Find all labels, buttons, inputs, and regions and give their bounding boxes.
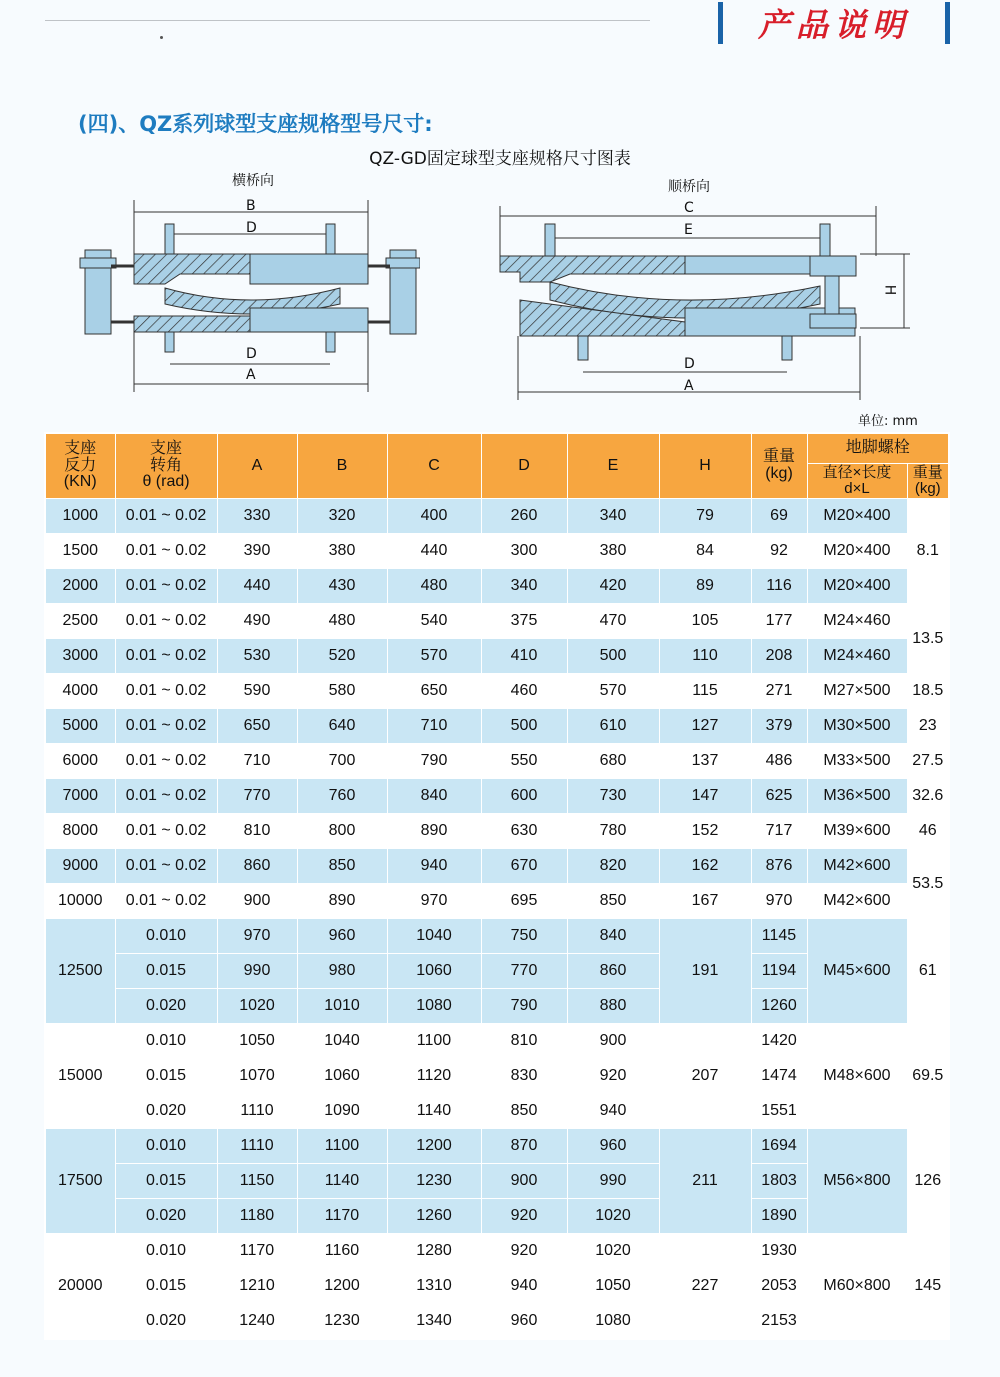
cell-reaction: 10000: [45, 884, 115, 919]
cell-e: 420: [567, 569, 659, 604]
cell-bolt: M27×500: [807, 674, 907, 709]
cell-d: 670: [481, 849, 567, 884]
cell-reaction: 3000: [45, 639, 115, 674]
cell-bolt-weight: 126: [907, 1129, 949, 1234]
cell-h: 127: [659, 709, 751, 744]
cell-reaction: 8000: [45, 814, 115, 849]
cell-d: 600: [481, 779, 567, 814]
cell-e: 820: [567, 849, 659, 884]
cell-rotation: 0.01 ~ 0.02: [115, 569, 217, 604]
cell-c: 440: [387, 534, 481, 569]
cell-rotation: 0.015: [115, 1269, 217, 1304]
cell-bolt: M20×400: [807, 534, 907, 569]
cell-weight: 271: [751, 674, 807, 709]
cell-reaction: 4000: [45, 674, 115, 709]
cell-bolt: M24×460: [807, 639, 907, 674]
cell-bolt: M45×600: [807, 919, 907, 1024]
cell-d: 920: [481, 1199, 567, 1234]
cell-a: 900: [217, 884, 297, 919]
chart-title: QZ-GD固定球型支座规格尺寸图表: [369, 149, 631, 169]
cell-b: 1060: [297, 1059, 387, 1094]
transverse-diagram: [70, 192, 420, 402]
cell-reaction: 17500: [45, 1129, 115, 1234]
cell-d: 260: [481, 499, 567, 534]
cell-a: 970: [217, 919, 297, 954]
cell-reaction: 7000: [45, 779, 115, 814]
table-row: [45, 639, 949, 674]
cell-a: 1240: [217, 1304, 297, 1340]
cell-d: 960: [481, 1304, 567, 1340]
top-rule: [45, 20, 650, 21]
cell-bolt: M42×600: [807, 884, 907, 919]
header-rotation: 支座 转角 θ (rad): [115, 433, 217, 499]
cell-weight: 1890: [751, 1199, 807, 1234]
cell-b: 700: [297, 744, 387, 779]
cell-weight: 717: [751, 814, 807, 849]
cell-rotation: 0.010: [115, 1129, 217, 1164]
cell-h: 79: [659, 499, 751, 534]
diagram-left-label-d-bottom: D: [246, 346, 257, 362]
cell-bolt: M24×460: [807, 604, 907, 639]
cell-h: 227: [659, 1234, 751, 1340]
cell-c: 570: [387, 639, 481, 674]
cell-b: 480: [297, 604, 387, 639]
table-row: [45, 779, 949, 814]
cell-d: 810: [481, 1024, 567, 1059]
cell-e: 990: [567, 1164, 659, 1199]
cell-a: 1210: [217, 1269, 297, 1304]
cell-c: 1140: [387, 1094, 481, 1129]
cell-a: 1110: [217, 1129, 297, 1164]
header-c: C: [387, 433, 481, 499]
cell-e: 1080: [567, 1304, 659, 1340]
cell-h: 105: [659, 604, 751, 639]
cell-bolt-weight: 53.5: [907, 849, 949, 919]
cell-d: 375: [481, 604, 567, 639]
diagram-left-label-a: A: [246, 367, 256, 383]
cell-bolt-weight: 8.1: [907, 499, 949, 604]
cell-bolt-weight: 27.5: [907, 744, 949, 779]
section-title: (四)、QZ系列球型支座规格型号尺寸:: [78, 112, 433, 136]
cell-bolt: M20×400: [807, 569, 907, 604]
cell-b: 890: [297, 884, 387, 919]
cell-a: 810: [217, 814, 297, 849]
table-row: [45, 604, 949, 639]
cell-a: 590: [217, 674, 297, 709]
cell-weight: 1930: [751, 1234, 807, 1269]
cell-c: 1060: [387, 954, 481, 989]
table-row: [45, 709, 949, 744]
cell-reaction: 5000: [45, 709, 115, 744]
cell-weight: 625: [751, 779, 807, 814]
cell-bolt-weight: 46: [907, 814, 949, 849]
cell-d: 500: [481, 709, 567, 744]
cell-e: 780: [567, 814, 659, 849]
product-banner: 产品说明: [718, 2, 950, 44]
cell-weight: 116: [751, 569, 807, 604]
cell-e: 900: [567, 1024, 659, 1059]
header-b: B: [297, 433, 387, 499]
cell-h: 115: [659, 674, 751, 709]
cell-bolt: M60×800: [807, 1234, 907, 1340]
cell-h: 89: [659, 569, 751, 604]
cell-c: 400: [387, 499, 481, 534]
cell-rotation: 0.020: [115, 989, 217, 1024]
cell-a: 1150: [217, 1164, 297, 1199]
cell-c: 1120: [387, 1059, 481, 1094]
diagram-left-label-b: B: [246, 198, 256, 214]
cell-weight: 970: [751, 884, 807, 919]
cell-rotation: 0.020: [115, 1304, 217, 1340]
cell-d: 940: [481, 1269, 567, 1304]
header-bolt-size: 直径×长度 d×L: [807, 464, 907, 499]
cell-reaction: 1500: [45, 534, 115, 569]
cell-b: 430: [297, 569, 387, 604]
cell-b: 1090: [297, 1094, 387, 1129]
cell-d: 300: [481, 534, 567, 569]
table-row: [45, 1234, 949, 1269]
cell-rotation: 0.020: [115, 1199, 217, 1234]
unit-label: 单位: mm: [858, 414, 918, 429]
header-bolt: 地脚螺栓: [807, 433, 949, 464]
cell-c: 1230: [387, 1164, 481, 1199]
cell-bolt-weight: 23: [907, 709, 949, 744]
cell-h: 167: [659, 884, 751, 919]
cell-b: 1100: [297, 1129, 387, 1164]
cell-c: 1080: [387, 989, 481, 1024]
cell-rotation: 0.010: [115, 1024, 217, 1059]
cell-e: 380: [567, 534, 659, 569]
header-weight: 重量 (kg): [751, 433, 807, 499]
cell-weight: 177: [751, 604, 807, 639]
cell-rotation: 0.01 ~ 0.02: [115, 534, 217, 569]
cell-weight: 2153: [751, 1304, 807, 1340]
cell-e: 1020: [567, 1234, 659, 1269]
cell-c: 710: [387, 709, 481, 744]
cell-d: 460: [481, 674, 567, 709]
cell-weight: 92: [751, 534, 807, 569]
cell-c: 840: [387, 779, 481, 814]
cell-d: 900: [481, 1164, 567, 1199]
cell-a: 390: [217, 534, 297, 569]
cell-c: 540: [387, 604, 481, 639]
cell-e: 340: [567, 499, 659, 534]
cell-d: 830: [481, 1059, 567, 1094]
cell-d: 630: [481, 814, 567, 849]
cell-a: 490: [217, 604, 297, 639]
cell-h: 162: [659, 849, 751, 884]
table-row: [45, 674, 949, 709]
cell-d: 920: [481, 1234, 567, 1269]
cell-reaction: 2500: [45, 604, 115, 639]
diagram-right-label-c: C: [684, 200, 694, 216]
cell-rotation: 0.01 ~ 0.02: [115, 744, 217, 779]
cell-d: 770: [481, 954, 567, 989]
cell-b: 580: [297, 674, 387, 709]
table-row: [45, 919, 949, 954]
cell-h: 147: [659, 779, 751, 814]
cell-d: 790: [481, 989, 567, 1024]
cell-d: 340: [481, 569, 567, 604]
cell-h: 137: [659, 744, 751, 779]
cell-a: 330: [217, 499, 297, 534]
cell-h: 152: [659, 814, 751, 849]
cell-a: 1110: [217, 1094, 297, 1129]
table-row: [45, 884, 949, 919]
cell-e: 470: [567, 604, 659, 639]
cell-h: 110: [659, 639, 751, 674]
cell-c: 1280: [387, 1234, 481, 1269]
cell-b: 1170: [297, 1199, 387, 1234]
cell-weight: 1551: [751, 1094, 807, 1129]
cell-bolt-weight: 69.5: [907, 1024, 949, 1129]
cell-e: 920: [567, 1059, 659, 1094]
spec-table: [44, 432, 950, 1340]
cell-rotation: 0.01 ~ 0.02: [115, 639, 217, 674]
cell-weight: 876: [751, 849, 807, 884]
cell-h: 211: [659, 1129, 751, 1234]
diagram-right-label-a: A: [684, 378, 694, 394]
cell-bolt: M20×400: [807, 499, 907, 534]
cell-e: 850: [567, 884, 659, 919]
cell-a: 1070: [217, 1059, 297, 1094]
table-row: [45, 1129, 949, 1164]
cell-bolt: M39×600: [807, 814, 907, 849]
cell-e: 860: [567, 954, 659, 989]
cell-a: 440: [217, 569, 297, 604]
cell-b: 1010: [297, 989, 387, 1024]
cell-b: 980: [297, 954, 387, 989]
cell-a: 650: [217, 709, 297, 744]
cell-d: 750: [481, 919, 567, 954]
cell-rotation: 0.01 ~ 0.02: [115, 499, 217, 534]
cell-e: 960: [567, 1129, 659, 1164]
cell-c: 1310: [387, 1269, 481, 1304]
cell-b: 1160: [297, 1234, 387, 1269]
cell-h: 207: [659, 1024, 751, 1129]
cell-h: 84: [659, 534, 751, 569]
cell-bolt: M48×600: [807, 1024, 907, 1129]
top-dot: [160, 36, 163, 39]
diagram-left-title: 横桥向: [232, 173, 274, 189]
cell-e: 940: [567, 1094, 659, 1129]
cell-reaction: 6000: [45, 744, 115, 779]
cell-b: 850: [297, 849, 387, 884]
cell-b: 1140: [297, 1164, 387, 1199]
header-h: H: [659, 433, 751, 499]
cell-weight: 1803: [751, 1164, 807, 1199]
cell-a: 1020: [217, 989, 297, 1024]
cell-weight: 1194: [751, 954, 807, 989]
table-row: [45, 849, 949, 884]
diagram-right-title: 顺桥向: [668, 179, 710, 195]
cell-rotation: 0.01 ~ 0.02: [115, 779, 217, 814]
cell-a: 990: [217, 954, 297, 989]
cell-reaction: 12500: [45, 919, 115, 1024]
cell-weight: 1420: [751, 1024, 807, 1059]
cell-rotation: 0.01 ~ 0.02: [115, 849, 217, 884]
cell-e: 500: [567, 639, 659, 674]
cell-reaction: 9000: [45, 849, 115, 884]
cell-c: 1100: [387, 1024, 481, 1059]
cell-bolt: M42×600: [807, 849, 907, 884]
cell-a: 1170: [217, 1234, 297, 1269]
cell-c: 940: [387, 849, 481, 884]
cell-rotation: 0.01 ~ 0.02: [115, 884, 217, 919]
cell-e: 680: [567, 744, 659, 779]
cell-e: 610: [567, 709, 659, 744]
cell-h: 191: [659, 919, 751, 1024]
cell-b: 640: [297, 709, 387, 744]
header-a: A: [217, 433, 297, 499]
cell-b: 320: [297, 499, 387, 534]
cell-weight: 208: [751, 639, 807, 674]
cell-c: 1340: [387, 1304, 481, 1340]
cell-e: 1050: [567, 1269, 659, 1304]
cell-bolt: M56×800: [807, 1129, 907, 1234]
cell-d: 870: [481, 1129, 567, 1164]
cell-a: 860: [217, 849, 297, 884]
cell-bolt-weight: 13.5: [907, 604, 949, 674]
cell-weight: 1260: [751, 989, 807, 1024]
cell-rotation: 0.015: [115, 1059, 217, 1094]
cell-b: 1040: [297, 1024, 387, 1059]
cell-a: 1180: [217, 1199, 297, 1234]
cell-d: 410: [481, 639, 567, 674]
cell-bolt: M30×500: [807, 709, 907, 744]
cell-reaction: 2000: [45, 569, 115, 604]
diagram-right-label-h: H: [881, 284, 898, 296]
cell-weight: 486: [751, 744, 807, 779]
cell-e: 880: [567, 989, 659, 1024]
cell-weight: 2053: [751, 1269, 807, 1304]
cell-weight: 379: [751, 709, 807, 744]
cell-d: 695: [481, 884, 567, 919]
cell-bolt: M36×500: [807, 779, 907, 814]
cell-weight: 1474: [751, 1059, 807, 1094]
cell-c: 650: [387, 674, 481, 709]
cell-b: 520: [297, 639, 387, 674]
cell-a: 710: [217, 744, 297, 779]
diagram-right-label-d: D: [684, 356, 695, 372]
cell-a: 530: [217, 639, 297, 674]
header-bolt-weight: 重量 (kg): [907, 464, 949, 499]
cell-rotation: 0.015: [115, 1164, 217, 1199]
cell-b: 1230: [297, 1304, 387, 1340]
header-d: D: [481, 433, 567, 499]
longitudinal-diagram: [490, 196, 920, 406]
cell-rotation: 0.01 ~ 0.02: [115, 709, 217, 744]
diagram-right-label-e: E: [684, 222, 693, 238]
cell-b: 380: [297, 534, 387, 569]
cell-bolt-weight: 18.5: [907, 674, 949, 709]
cell-b: 800: [297, 814, 387, 849]
cell-c: 1260: [387, 1199, 481, 1234]
cell-c: 970: [387, 884, 481, 919]
diagram-left-label-d-top: D: [246, 220, 257, 236]
cell-rotation: 0.01 ~ 0.02: [115, 604, 217, 639]
cell-bolt: M33×500: [807, 744, 907, 779]
cell-rotation: 0.01 ~ 0.02: [115, 674, 217, 709]
header-reaction: 支座 反力 (KN): [45, 433, 115, 499]
table-row: [45, 744, 949, 779]
cell-rotation: 0.01 ~ 0.02: [115, 814, 217, 849]
cell-rotation: 0.020: [115, 1094, 217, 1129]
cell-e: 570: [567, 674, 659, 709]
cell-weight: 1145: [751, 919, 807, 954]
cell-c: 790: [387, 744, 481, 779]
cell-reaction: 1000: [45, 499, 115, 534]
cell-bolt-weight: 61: [907, 919, 949, 1024]
cell-c: 890: [387, 814, 481, 849]
cell-a: 770: [217, 779, 297, 814]
cell-bolt-weight: 145: [907, 1234, 949, 1340]
cell-b: 960: [297, 919, 387, 954]
cell-b: 1200: [297, 1269, 387, 1304]
table-row: [45, 534, 949, 569]
cell-c: 480: [387, 569, 481, 604]
cell-e: 1020: [567, 1199, 659, 1234]
table-row: [45, 569, 949, 604]
cell-reaction: 15000: [45, 1024, 115, 1129]
cell-rotation: 0.015: [115, 954, 217, 989]
cell-d: 850: [481, 1094, 567, 1129]
cell-weight: 69: [751, 499, 807, 534]
cell-b: 760: [297, 779, 387, 814]
table-row: [45, 499, 949, 534]
cell-rotation: 0.010: [115, 919, 217, 954]
cell-e: 840: [567, 919, 659, 954]
cell-c: 1040: [387, 919, 481, 954]
cell-bolt-weight: 32.6: [907, 779, 949, 814]
header-e: E: [567, 433, 659, 499]
cell-d: 550: [481, 744, 567, 779]
cell-c: 1200: [387, 1129, 481, 1164]
table-row: [45, 814, 949, 849]
cell-weight: 1694: [751, 1129, 807, 1164]
cell-a: 1050: [217, 1024, 297, 1059]
cell-rotation: 0.010: [115, 1234, 217, 1269]
table-row: [45, 1024, 949, 1059]
cell-e: 730: [567, 779, 659, 814]
cell-reaction: 20000: [45, 1234, 115, 1340]
